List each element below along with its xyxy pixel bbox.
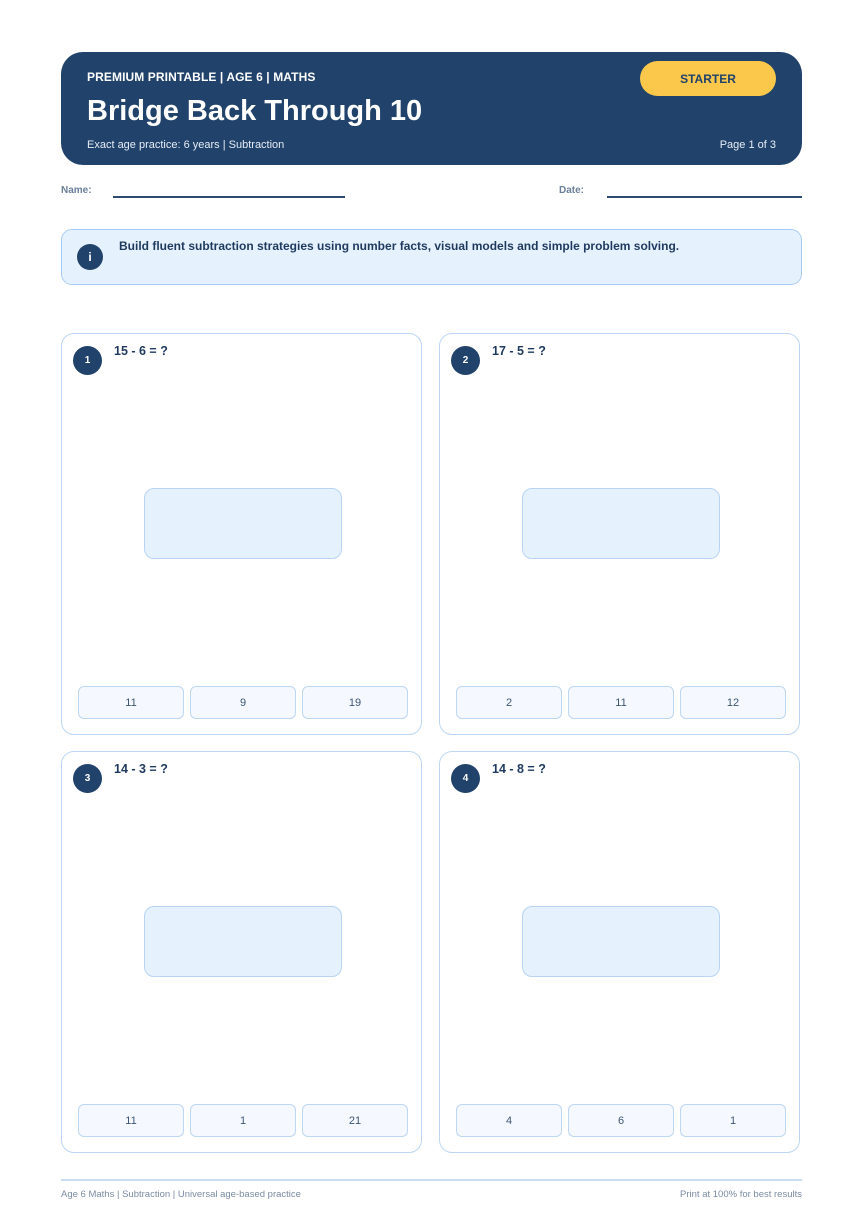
page-number: Page 1 of 3	[719, 139, 776, 151]
instructions-banner	[61, 229, 802, 285]
question-number-badge: 2	[451, 346, 480, 375]
answer-option[interactable]: 2	[456, 686, 562, 719]
answer-option[interactable]: 1	[680, 1104, 786, 1137]
name-label: Name:	[61, 185, 92, 196]
worksheet-header	[61, 52, 802, 165]
question-card-4	[439, 751, 800, 1153]
question-prompt: 15 - 6 = ?	[114, 344, 168, 358]
answer-box[interactable]	[144, 488, 342, 559]
header-kicker: PREMIUM PRINTABLE | AGE 6 | MATHS	[87, 70, 316, 84]
answer-option[interactable]: 11	[78, 686, 184, 719]
answer-option[interactable]: 4	[456, 1104, 562, 1137]
answer-options	[78, 1104, 408, 1137]
answer-options	[456, 1104, 786, 1137]
answer-option[interactable]: 19	[302, 686, 408, 719]
question-number-badge: 1	[73, 346, 102, 375]
answer-option[interactable]: 12	[680, 686, 786, 719]
answer-option[interactable]: 11	[568, 686, 674, 719]
question-card-2	[439, 333, 800, 735]
answer-option[interactable]: 11	[78, 1104, 184, 1137]
question-prompt: 14 - 3 = ?	[114, 762, 168, 776]
name-field[interactable]	[113, 196, 345, 198]
header-subtitle: Exact age practice: 6 years | Subtraction	[87, 139, 285, 151]
info-icon: i	[77, 244, 103, 270]
page-title: Bridge Back Through 10	[87, 95, 423, 127]
answer-option[interactable]: 6	[568, 1104, 674, 1137]
answer-option[interactable]: 1	[190, 1104, 296, 1137]
footer-left-text: Age 6 Maths | Subtraction | Universal age-based practice	[61, 1189, 301, 1200]
date-label: Date:	[559, 185, 585, 196]
instructions-text: Build fluent subtraction strategies using number facts, visual models and simple problem solving.	[119, 239, 680, 253]
question-prompt: 14 - 8 = ?	[492, 762, 546, 776]
footer-divider	[61, 1179, 802, 1181]
answer-options	[456, 686, 786, 719]
answer-box[interactable]	[522, 906, 720, 977]
answer-option[interactable]: 21	[302, 1104, 408, 1137]
question-card-1	[61, 333, 422, 735]
date-field[interactable]	[607, 196, 802, 198]
question-card-3	[61, 751, 422, 1153]
question-number-badge: 3	[73, 764, 102, 793]
question-prompt: 17 - 5 = ?	[492, 344, 546, 358]
answer-options	[78, 686, 408, 719]
level-badge: STARTER	[640, 61, 776, 96]
question-number-badge: 4	[451, 764, 480, 793]
answer-box[interactable]	[144, 906, 342, 977]
footer-right-text: Print at 100% for best results	[680, 1189, 802, 1200]
answer-option[interactable]: 9	[190, 686, 296, 719]
answer-box[interactable]	[522, 488, 720, 559]
